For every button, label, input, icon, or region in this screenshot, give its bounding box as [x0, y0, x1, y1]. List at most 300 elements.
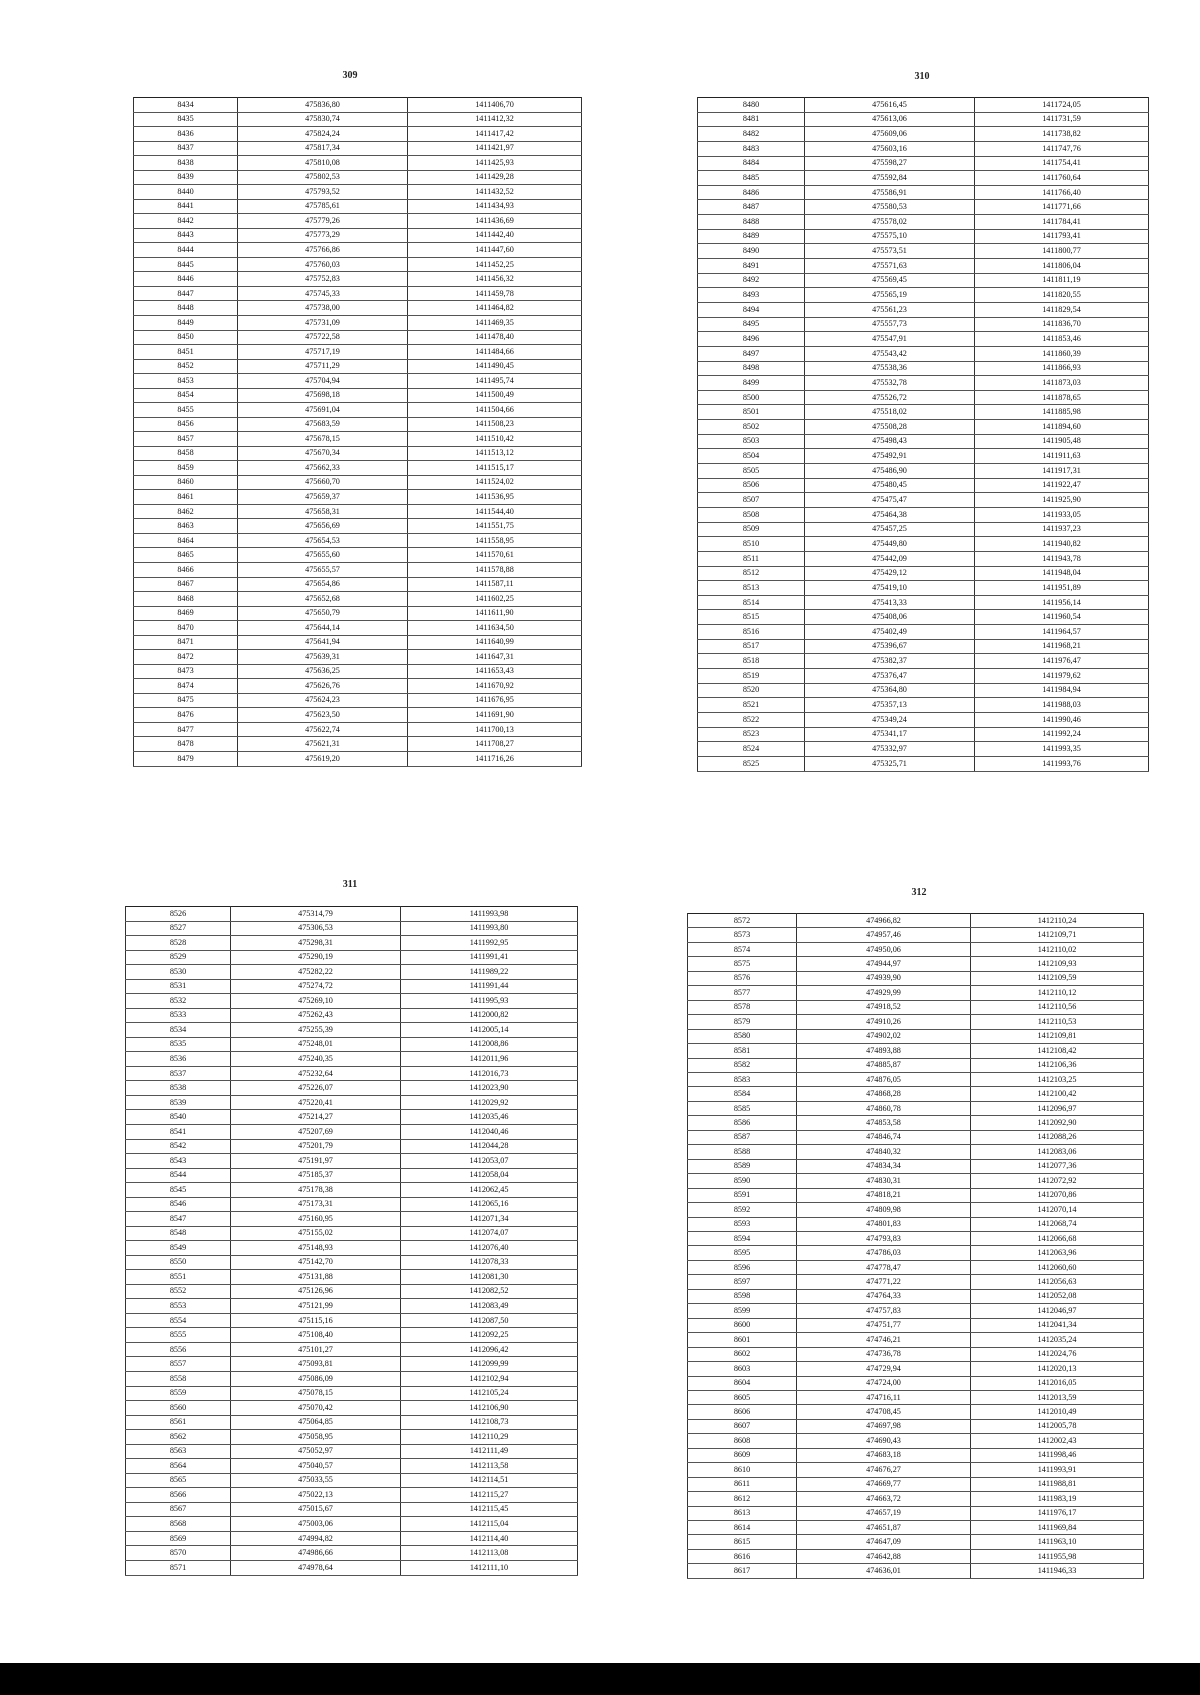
point-number-cell: 8591: [688, 1188, 797, 1202]
point-number-cell: 8461: [134, 490, 238, 505]
y-coordinate-cell: 1412066,68: [971, 1231, 1144, 1245]
y-coordinate-cell: 1412105,24: [401, 1386, 578, 1401]
y-coordinate-cell: 1412011,96: [401, 1052, 578, 1067]
y-coordinate-cell: 1411853,46: [975, 332, 1149, 347]
point-number-cell: 8487: [698, 200, 805, 215]
point-number-cell: 8565: [126, 1473, 231, 1488]
y-coordinate-cell: 1411508,23: [408, 417, 582, 432]
y-coordinate-cell: 1412099,99: [401, 1357, 578, 1372]
table-row: [126, 1459, 578, 1474]
table-row: [698, 229, 1149, 244]
point-number-cell: 8567: [126, 1502, 231, 1517]
x-coordinate-cell: 475480,45: [805, 478, 975, 493]
y-coordinate-cell: 1412092,25: [401, 1328, 578, 1343]
point-number-cell: 8490: [698, 244, 805, 259]
table-row: [688, 1217, 1144, 1231]
y-coordinate-cell: 1411766,40: [975, 185, 1149, 200]
point-number-cell: 8454: [134, 388, 238, 403]
table-row: [126, 1241, 578, 1256]
point-number-cell: 8449: [134, 315, 238, 330]
point-number-cell: 8598: [688, 1289, 797, 1303]
x-coordinate-cell: 475773,29: [238, 228, 408, 243]
y-coordinate-cell: 1412062,45: [401, 1183, 578, 1198]
point-number-cell: 8583: [688, 1072, 797, 1086]
table-row: [134, 330, 582, 345]
y-coordinate-cell: 1411425,93: [408, 156, 582, 171]
table-row: [698, 156, 1149, 171]
point-number-cell: 8473: [134, 664, 238, 679]
x-coordinate-cell: 474683,18: [797, 1448, 971, 1462]
x-coordinate-cell: 474757,83: [797, 1304, 971, 1318]
y-coordinate-cell: 1412111,49: [401, 1444, 578, 1459]
table-row: [688, 1564, 1144, 1579]
x-coordinate-cell: 474746,21: [797, 1333, 971, 1347]
y-coordinate-cell: 1411964,57: [975, 625, 1149, 640]
point-number-cell: 8597: [688, 1275, 797, 1289]
table-row: [698, 478, 1149, 493]
table-row: [698, 610, 1149, 625]
x-coordinate-cell: 475586,91: [805, 185, 975, 200]
table-row: [698, 551, 1149, 566]
table-row: [134, 432, 582, 447]
y-coordinate-cell: 1412109,93: [971, 957, 1144, 971]
y-coordinate-cell: 1411963,10: [971, 1535, 1144, 1549]
table-row: [126, 1517, 578, 1532]
table-row: [698, 244, 1149, 259]
y-coordinate-cell: 1412109,81: [971, 1029, 1144, 1043]
y-coordinate-cell: 1412096,42: [401, 1342, 578, 1357]
table-row: [698, 683, 1149, 698]
y-coordinate-cell: 1412035,46: [401, 1110, 578, 1125]
table-row: [134, 170, 582, 185]
x-coordinate-cell: 474978,64: [231, 1560, 401, 1575]
point-number-cell: 8600: [688, 1318, 797, 1332]
point-number-cell: 8588: [688, 1145, 797, 1159]
point-number-cell: 8501: [698, 405, 805, 420]
y-coordinate-cell: 1411442,40: [408, 228, 582, 243]
x-coordinate-cell: 475486,90: [805, 464, 975, 479]
y-coordinate-cell: 1412024,76: [971, 1347, 1144, 1361]
table-row: [688, 1304, 1144, 1318]
point-number-cell: 8541: [126, 1124, 231, 1139]
point-number-cell: 8522: [698, 712, 805, 727]
point-number-cell: 8570: [126, 1546, 231, 1561]
x-coordinate-cell: 475185,37: [231, 1168, 401, 1183]
table-row: [688, 971, 1144, 985]
point-number-cell: 8546: [126, 1197, 231, 1212]
x-coordinate-cell: 475325,71: [805, 756, 975, 771]
point-number-cell: 8477: [134, 722, 238, 737]
x-coordinate-cell: 475101,27: [231, 1342, 401, 1357]
point-number-cell: 8470: [134, 621, 238, 636]
y-coordinate-cell: 1412111,10: [401, 1560, 578, 1575]
y-coordinate-cell: 1412106,36: [971, 1058, 1144, 1072]
point-number-cell: 8549: [126, 1241, 231, 1256]
x-coordinate-cell: 474868,28: [797, 1087, 971, 1101]
y-coordinate-cell: 1412077,36: [971, 1159, 1144, 1173]
table-row: [126, 1473, 578, 1488]
x-coordinate-cell: 474966,82: [797, 914, 971, 928]
point-number-cell: 8610: [688, 1463, 797, 1477]
y-coordinate-cell: 1412083,49: [401, 1299, 578, 1314]
table-row: [688, 1463, 1144, 1477]
point-number-cell: 8503: [698, 434, 805, 449]
point-number-cell: 8459: [134, 461, 238, 476]
y-coordinate-cell: 1411793,41: [975, 229, 1149, 244]
x-coordinate-cell: 474690,43: [797, 1434, 971, 1448]
table-row: [126, 1342, 578, 1357]
table-row: [126, 1183, 578, 1198]
table-row: [126, 1139, 578, 1154]
x-coordinate-cell: 475603,16: [805, 141, 975, 156]
y-coordinate-cell: 1412046,97: [971, 1304, 1144, 1318]
y-coordinate-cell: 1411995,93: [401, 994, 578, 1009]
point-number-cell: 8558: [126, 1372, 231, 1387]
point-number-cell: 8552: [126, 1284, 231, 1299]
table-row: [688, 1145, 1144, 1159]
x-coordinate-cell: 474729,94: [797, 1362, 971, 1376]
table-row: [126, 1531, 578, 1546]
table-row: [688, 1521, 1144, 1535]
y-coordinate-cell: 1411716,26: [408, 751, 582, 766]
y-coordinate-cell: 1412016,05: [971, 1376, 1144, 1390]
x-coordinate-cell: 475779,26: [238, 214, 408, 229]
x-coordinate-cell: 475659,37: [238, 490, 408, 505]
table-row: [134, 533, 582, 548]
y-coordinate-cell: 1412109,71: [971, 928, 1144, 942]
table-row: [688, 1434, 1144, 1448]
x-coordinate-cell: 474944,97: [797, 957, 971, 971]
x-coordinate-cell: 475402,49: [805, 625, 975, 640]
table-row: [698, 654, 1149, 669]
x-coordinate-cell: 475654,86: [238, 577, 408, 592]
table-row: [134, 199, 582, 214]
y-coordinate-cell: 1412110,56: [971, 1000, 1144, 1014]
y-coordinate-cell: 1411524,02: [408, 475, 582, 490]
x-coordinate-cell: 475214,27: [231, 1110, 401, 1125]
x-coordinate-cell: 475349,24: [805, 712, 975, 727]
table-row: [698, 185, 1149, 200]
y-coordinate-cell: 1411969,84: [971, 1521, 1144, 1535]
table-row: [126, 1052, 578, 1067]
x-coordinate-cell: 475698,18: [238, 388, 408, 403]
x-coordinate-cell: 475226,07: [231, 1081, 401, 1096]
y-coordinate-cell: 1412060,60: [971, 1260, 1144, 1274]
x-coordinate-cell: 475691,04: [238, 403, 408, 418]
y-coordinate-cell: 1411806,04: [975, 259, 1149, 274]
point-number-cell: 8499: [698, 376, 805, 391]
table-row: [134, 446, 582, 461]
y-coordinate-cell: 1412115,45: [401, 1502, 578, 1517]
y-coordinate-cell: 1411432,52: [408, 185, 582, 200]
table-row: [698, 742, 1149, 757]
x-coordinate-cell: 475093,81: [231, 1357, 401, 1372]
point-number-cell: 8511: [698, 551, 805, 566]
x-coordinate-cell: 474818,21: [797, 1188, 971, 1202]
table-row: [688, 1419, 1144, 1433]
point-number-cell: 8601: [688, 1333, 797, 1347]
x-coordinate-cell: 475817,34: [238, 141, 408, 156]
x-coordinate-cell: 475306,53: [231, 921, 401, 936]
x-coordinate-cell: 475142,70: [231, 1255, 401, 1270]
point-number-cell: 8572: [688, 914, 797, 928]
y-coordinate-cell: 1411754,41: [975, 156, 1149, 171]
point-number-cell: 8495: [698, 317, 805, 332]
point-number-cell: 8579: [688, 1015, 797, 1029]
y-coordinate-cell: 1412081,30: [401, 1270, 578, 1285]
y-coordinate-cell: 1412072,92: [971, 1174, 1144, 1188]
y-coordinate-cell: 1411991,41: [401, 950, 578, 965]
point-number-cell: 8457: [134, 432, 238, 447]
y-coordinate-cell: 1412082,52: [401, 1284, 578, 1299]
y-coordinate-cell: 1412100,42: [971, 1087, 1144, 1101]
y-coordinate-cell: 1411464,82: [408, 301, 582, 316]
x-coordinate-cell: 475573,51: [805, 244, 975, 259]
x-coordinate-cell: 475207,69: [231, 1124, 401, 1139]
x-coordinate-cell: 475341,17: [805, 727, 975, 742]
x-coordinate-cell: 474994,82: [231, 1531, 401, 1546]
y-coordinate-cell: 1412113,58: [401, 1459, 578, 1474]
x-coordinate-cell: 474647,09: [797, 1535, 971, 1549]
y-coordinate-cell: 1411747,76: [975, 141, 1149, 156]
point-number-cell: 8504: [698, 449, 805, 464]
point-number-cell: 8518: [698, 654, 805, 669]
table-row: [688, 1362, 1144, 1376]
table-row: [134, 141, 582, 156]
table-row: [688, 1044, 1144, 1058]
y-coordinate-cell: 1411771,66: [975, 200, 1149, 215]
point-number-cell: 8483: [698, 141, 805, 156]
point-number-cell: 8515: [698, 610, 805, 625]
x-coordinate-cell: 475641,94: [238, 635, 408, 650]
x-coordinate-cell: 475670,34: [238, 446, 408, 461]
x-coordinate-cell: 475357,13: [805, 698, 975, 713]
x-coordinate-cell: 475624,23: [238, 693, 408, 708]
table-row: [134, 156, 582, 171]
table-row: [688, 1188, 1144, 1202]
point-number-cell: 8594: [688, 1231, 797, 1245]
table-row: [126, 1502, 578, 1517]
point-number-cell: 8536: [126, 1052, 231, 1067]
point-number-cell: 8602: [688, 1347, 797, 1361]
point-number-cell: 8545: [126, 1183, 231, 1198]
x-coordinate-cell: 475654,53: [238, 533, 408, 548]
x-coordinate-cell: 474676,27: [797, 1463, 971, 1477]
y-coordinate-cell: 1411993,80: [401, 921, 578, 936]
point-number-cell: 8560: [126, 1401, 231, 1416]
point-number-cell: 8480: [698, 98, 805, 113]
x-coordinate-cell: 475526,72: [805, 390, 975, 405]
point-number-cell: 8526: [126, 907, 231, 922]
y-coordinate-cell: 1411820,55: [975, 288, 1149, 303]
y-coordinate-cell: 1411700,13: [408, 722, 582, 737]
point-number-cell: 8465: [134, 548, 238, 563]
point-number-cell: 8566: [126, 1488, 231, 1503]
y-coordinate-cell: 1411925,90: [975, 493, 1149, 508]
x-coordinate-cell: 475160,95: [231, 1212, 401, 1227]
x-coordinate-cell: 475613,06: [805, 112, 975, 127]
point-number-cell: 8611: [688, 1477, 797, 1491]
y-coordinate-cell: 1411587,11: [408, 577, 582, 592]
x-coordinate-cell: 475015,67: [231, 1502, 401, 1517]
y-coordinate-cell: 1412114,51: [401, 1473, 578, 1488]
y-coordinate-cell: 1412110,02: [971, 942, 1144, 956]
table-row: [688, 942, 1144, 956]
point-number-cell: 8509: [698, 522, 805, 537]
point-number-cell: 8456: [134, 417, 238, 432]
table-row: [134, 272, 582, 287]
y-coordinate-cell: 1411469,35: [408, 315, 582, 330]
x-coordinate-cell: 474902,02: [797, 1029, 971, 1043]
x-coordinate-cell: 474853,58: [797, 1116, 971, 1130]
point-number-cell: 8510: [698, 537, 805, 552]
table-row: [698, 595, 1149, 610]
y-coordinate-cell: 1411940,82: [975, 537, 1149, 552]
point-number-cell: 8442: [134, 214, 238, 229]
x-coordinate-cell: 475419,10: [805, 581, 975, 596]
x-coordinate-cell: 474834,34: [797, 1159, 971, 1173]
y-coordinate-cell: 1412013,59: [971, 1390, 1144, 1404]
point-number-cell: 8542: [126, 1139, 231, 1154]
table-row: [698, 346, 1149, 361]
x-coordinate-cell: 475457,25: [805, 522, 975, 537]
y-coordinate-cell: 1412087,50: [401, 1313, 578, 1328]
y-coordinate-cell: 1411653,43: [408, 664, 582, 679]
table-row: [698, 668, 1149, 683]
table-row: [134, 751, 582, 766]
x-coordinate-cell: 475626,76: [238, 679, 408, 694]
y-coordinate-cell: 1411998,46: [971, 1448, 1144, 1462]
y-coordinate-cell: 1412029,92: [401, 1095, 578, 1110]
x-coordinate-cell: 475785,61: [238, 199, 408, 214]
x-coordinate-cell: 475240,35: [231, 1052, 401, 1067]
table-row: [688, 1058, 1144, 1072]
x-coordinate-cell: 475656,69: [238, 519, 408, 534]
x-coordinate-cell: 474950,06: [797, 942, 971, 956]
x-coordinate-cell: 475830,74: [238, 112, 408, 127]
point-number-cell: 8607: [688, 1419, 797, 1433]
point-number-cell: 8553: [126, 1299, 231, 1314]
x-coordinate-cell: 474986,66: [231, 1546, 401, 1561]
y-coordinate-cell: 1411784,41: [975, 215, 1149, 230]
y-coordinate-cell: 1411634,50: [408, 621, 582, 636]
point-number-cell: 8482: [698, 127, 805, 142]
y-coordinate-cell: 1411885,98: [975, 405, 1149, 420]
table-row: [134, 563, 582, 578]
table-row: [698, 449, 1149, 464]
y-coordinate-cell: 1411515,17: [408, 461, 582, 476]
table-row: [688, 957, 1144, 971]
point-number-cell: 8496: [698, 332, 805, 347]
table-row: [126, 1560, 578, 1575]
point-number-cell: 8589: [688, 1159, 797, 1173]
x-coordinate-cell: 475557,73: [805, 317, 975, 332]
x-coordinate-cell: 475040,57: [231, 1459, 401, 1474]
y-coordinate-cell: 1411873,03: [975, 376, 1149, 391]
point-number-cell: 8521: [698, 698, 805, 713]
y-coordinate-cell: 1411976,47: [975, 654, 1149, 669]
point-number-cell: 8468: [134, 592, 238, 607]
y-coordinate-cell: 1411946,33: [971, 1564, 1144, 1579]
y-coordinate-cell: 1411495,74: [408, 374, 582, 389]
table-row: [698, 581, 1149, 596]
y-coordinate-cell: 1411905,48: [975, 434, 1149, 449]
y-coordinate-cell: 1411989,22: [401, 965, 578, 980]
point-number-cell: 8543: [126, 1154, 231, 1169]
y-coordinate-cell: 1411504,66: [408, 403, 582, 418]
scan-border: [0, 1663, 1200, 1695]
point-number-cell: 8439: [134, 170, 238, 185]
point-number-cell: 8485: [698, 171, 805, 186]
x-coordinate-cell: 475033,55: [231, 1473, 401, 1488]
x-coordinate-cell: 474663,72: [797, 1492, 971, 1506]
x-coordinate-cell: 475475,47: [805, 493, 975, 508]
y-coordinate-cell: 1412102,94: [401, 1372, 578, 1387]
y-coordinate-cell: 1412053,07: [401, 1154, 578, 1169]
table-row: [698, 434, 1149, 449]
table-row: [134, 315, 582, 330]
point-number-cell: 8508: [698, 507, 805, 522]
point-number-cell: 8517: [698, 639, 805, 654]
table-row: [126, 1313, 578, 1328]
x-coordinate-cell: 475571,63: [805, 259, 975, 274]
y-coordinate-cell: 1411406,70: [408, 98, 582, 113]
y-coordinate-cell: 1411478,40: [408, 330, 582, 345]
x-coordinate-cell: 475282,22: [231, 965, 401, 980]
y-coordinate-cell: 1412113,08: [401, 1546, 578, 1561]
x-coordinate-cell: 475619,20: [238, 751, 408, 766]
y-coordinate-cell: 1411447,60: [408, 243, 582, 258]
point-number-cell: 8492: [698, 273, 805, 288]
point-number-cell: 8507: [698, 493, 805, 508]
y-coordinate-cell: 1411860,39: [975, 346, 1149, 361]
point-number-cell: 8513: [698, 581, 805, 596]
table-row: [688, 1477, 1144, 1491]
y-coordinate-cell: 1411544,40: [408, 504, 582, 519]
table-row: [126, 1444, 578, 1459]
y-coordinate-cell: 1411984,94: [975, 683, 1149, 698]
y-coordinate-cell: 1411993,35: [975, 742, 1149, 757]
x-coordinate-cell: 475298,31: [231, 936, 401, 951]
x-coordinate-cell: 475565,19: [805, 288, 975, 303]
point-number-cell: 8469: [134, 606, 238, 621]
point-number-cell: 8498: [698, 361, 805, 376]
point-number-cell: 8530: [126, 965, 231, 980]
y-coordinate-cell: 1411731,59: [975, 112, 1149, 127]
table-row: [126, 1386, 578, 1401]
y-coordinate-cell: 1412076,40: [401, 1241, 578, 1256]
point-number-cell: 8484: [698, 156, 805, 171]
x-coordinate-cell: 474793,83: [797, 1231, 971, 1245]
y-coordinate-cell: 1411738,82: [975, 127, 1149, 142]
point-number-cell: 8581: [688, 1044, 797, 1058]
page-number: 309: [342, 70, 358, 81]
table-row: [688, 914, 1144, 928]
point-number-cell: 8599: [688, 1304, 797, 1318]
table-row: [688, 1072, 1144, 1086]
table-row: [688, 1405, 1144, 1419]
point-number-cell: 8544: [126, 1168, 231, 1183]
coordinate-table: [697, 97, 1149, 772]
x-coordinate-cell: 475191,97: [231, 1154, 401, 1169]
table-row: [126, 950, 578, 965]
table-row: [126, 936, 578, 951]
table-row: [698, 141, 1149, 156]
point-number-cell: 8512: [698, 566, 805, 581]
table-row: [134, 301, 582, 316]
point-number-cell: 8506: [698, 478, 805, 493]
x-coordinate-cell: 475498,43: [805, 434, 975, 449]
